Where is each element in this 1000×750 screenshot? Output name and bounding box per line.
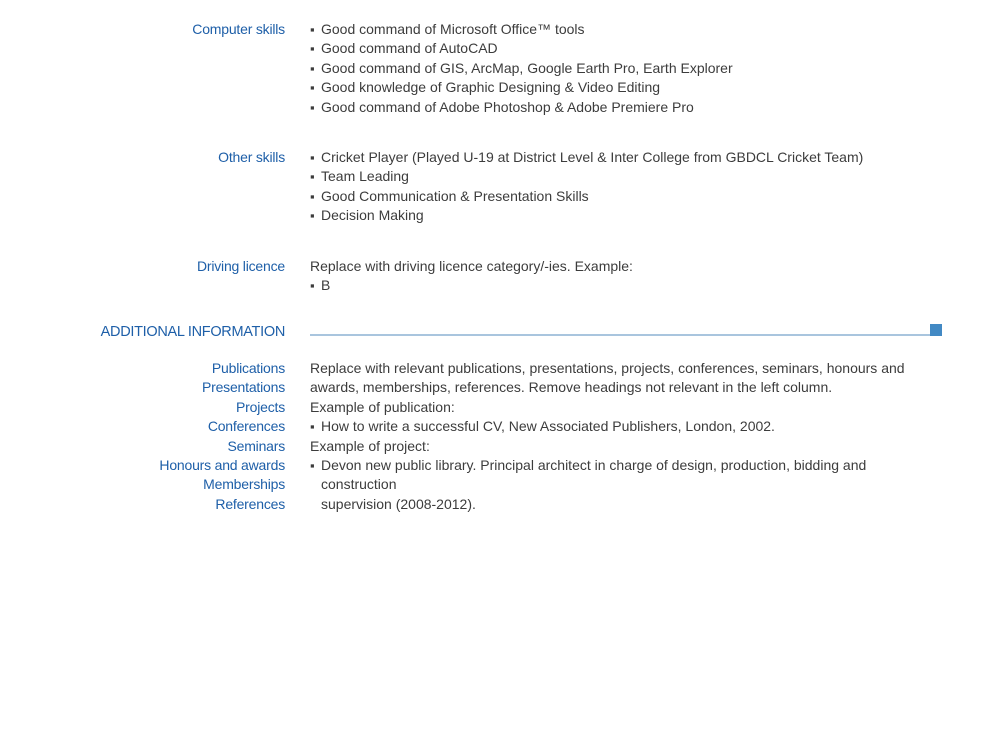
section-label-seminars: Seminars [227, 437, 285, 454]
section-heading-additional-information: ADDITIONAL INFORMATION [100, 324, 285, 341]
project-example-item [310, 456, 942, 514]
other-skills-list [310, 148, 942, 226]
cv-section-additional-information-body [0, 359, 1000, 514]
section-label-publications: Publications [211, 359, 285, 376]
rule-line [310, 334, 942, 336]
section-label-other-skills: Other skills [218, 149, 285, 166]
project-example-line: supervision (2008-2012). [321, 495, 476, 512]
computer-skill-item: ▪ Good command of AutoCAD [310, 39, 942, 58]
section-label-computer-skills: Computer skills [192, 21, 285, 37]
driving-licence-list [310, 276, 942, 295]
driving-licence-content [310, 257, 942, 296]
computer-skills-list [310, 20, 942, 117]
project-example-line: ▪ Devon new public library. Principal architect in charge of design, production, bidding and construction [321, 456, 867, 493]
additional-info-paragraph-line: awards, memberships, references. Remove headings not relevant in the left column. [310, 379, 833, 396]
cv-section-driving-licence [0, 257, 1000, 296]
driving-licence-intro: Replace with driving licence category/-ies. Example: [310, 257, 633, 274]
additional-information-content [310, 359, 942, 514]
section-label-driving-licence: Driving licence [196, 257, 285, 274]
section-label-honours-and-awards: Honours and awards [159, 456, 285, 473]
publication-example-item [310, 417, 942, 436]
additional-info-paragraph-line: Example of publication: [310, 398, 455, 415]
cv-section-additional-information-heading [0, 323, 1000, 342]
other-skills-content [310, 148, 942, 226]
additional-info-paragraph-line: Replace with relevant publications, presentations, projects, conferences, seminars, honours and [310, 359, 905, 376]
computer-skill-item: ▪ Good knowledge of Graphic Designing & Video Editing [310, 78, 942, 97]
other-skill-item: ▪ Cricket Player (Played U-19 at District Level & Inter College from GBDCL Cricket Team) [310, 148, 942, 167]
computer-skill-item: ▪ Good command of Microsoft Office™ tools [310, 20, 942, 39]
publication-example-line: ▪ How to write a successful CV, New Associated Publishers, London, 2002. [321, 418, 775, 435]
section-label-references: References [215, 495, 285, 512]
computer-skills-content [310, 20, 942, 117]
cv-section-computer-skills [0, 20, 1000, 117]
rule-square-icon [930, 324, 942, 336]
additional-information-labels [0, 359, 285, 514]
computer-skill-item: ▪ Good command of GIS, ArcMap, Google Earth Pro, Earth Explorer [310, 59, 942, 78]
section-label-presentations: Presentations [201, 379, 285, 396]
driving-licence-item: ▪ B [310, 276, 942, 295]
section-label-memberships: Memberships [203, 476, 285, 493]
other-skill-item: ▪ Team Leading [310, 167, 942, 186]
section-label-conferences: Conferences [207, 418, 285, 435]
section-label-projects: Projects [236, 398, 285, 415]
computer-skill-item: ▪ Good command of Adobe Photoshop & Adobe Premiere Pro [310, 98, 942, 117]
other-skill-item: ▪ Good Communication & Presentation Skills [310, 187, 942, 206]
additional-info-paragraph-line: Example of project: [310, 437, 430, 454]
section-rule [310, 323, 942, 342]
cv-section-other-skills [0, 148, 1000, 226]
other-skill-item: ▪ Decision Making [310, 206, 942, 225]
